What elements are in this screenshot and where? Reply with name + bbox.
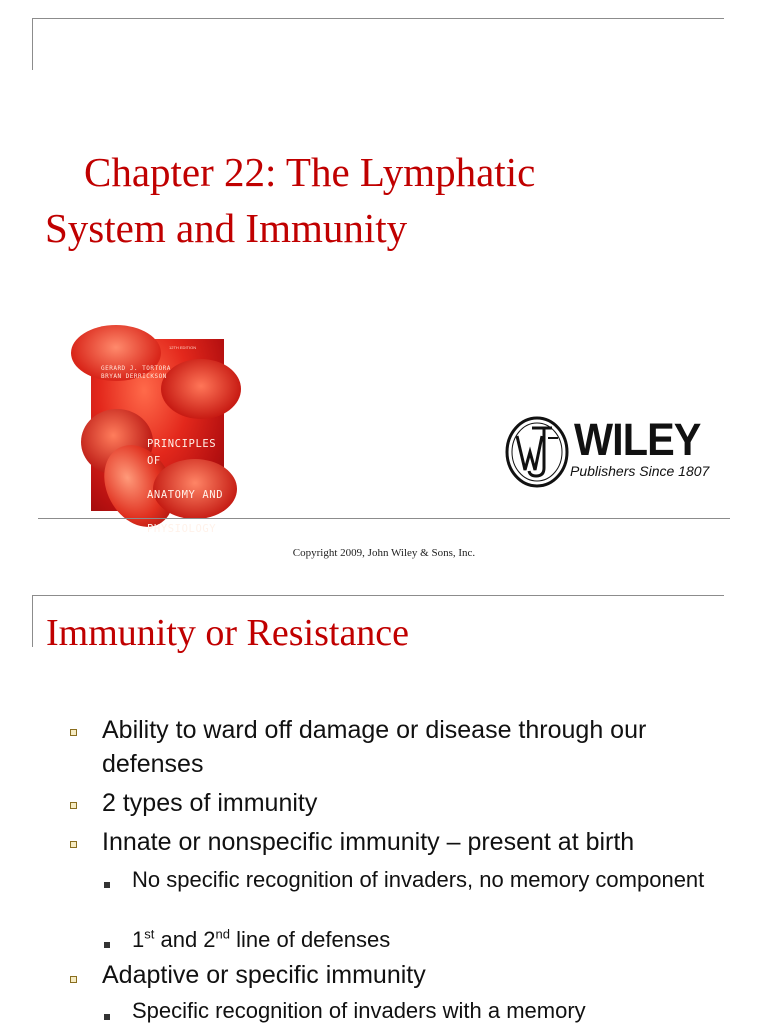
footer-divider [38, 518, 730, 519]
frame-left-line [32, 18, 33, 70]
square-bullet-icon [70, 976, 77, 983]
cover-title [147, 419, 224, 555]
copyright-notice: Copyright 2009, John Wiley & Sons, Inc. [292, 547, 476, 559]
chapter-title-line-1: Chapter 22: The Lymphatic [84, 149, 536, 195]
cover-author-1: GERARD J. TORTORA [101, 365, 171, 372]
content-slide [0, 590, 768, 1024]
cover-title-line-2: ANATOMY AND [147, 489, 224, 501]
book-cover-image [91, 339, 224, 535]
bullet-item: 2 types of immunity [102, 789, 318, 817]
bullet-item: Ability to ward off damage or disease through our defenses [102, 716, 647, 778]
sub-bullet-item: No specific recognition of invaders, no memory component [132, 867, 705, 892]
bullet-item: Adaptive or specific immunity [102, 961, 426, 989]
frame-left-line [32, 595, 33, 647]
cover-title-line-1: PRINCIPLES OF [147, 438, 217, 467]
sub-bullet-icon [104, 942, 110, 948]
cover-edition-mark: 12TH EDITION [169, 345, 197, 350]
wiley-tagline: Publishers Since 1807 [570, 463, 710, 479]
sub-bullet-icon [104, 1014, 110, 1020]
frame-top-line [32, 595, 724, 596]
square-bullet-icon [70, 729, 77, 736]
bullet-item: Innate or nonspecific immunity – present at birth [102, 828, 635, 856]
slide-title: Immunity or Resistance [46, 612, 410, 654]
wiley-logo [504, 414, 724, 490]
frame-top-line [32, 18, 724, 19]
wiley-wordmark: WILEY [574, 414, 701, 465]
cover-authors [101, 365, 171, 381]
sub-bullet-item: 1st and 2nd line of defenses [132, 926, 391, 952]
sub-bullet-item: Specific recognition of invaders with a memory [132, 998, 586, 1023]
sub-bullet-icon [104, 882, 110, 888]
chapter-title-line-2: System and Immunity [45, 205, 408, 251]
square-bullet-icon [70, 802, 77, 809]
cover-author-2: BRYAN DERRICKSON [101, 373, 167, 380]
square-bullet-icon [70, 841, 77, 848]
wiley-emblem-icon [504, 414, 570, 490]
cover-title-line-3: PHYSIOLOGY [147, 523, 217, 535]
